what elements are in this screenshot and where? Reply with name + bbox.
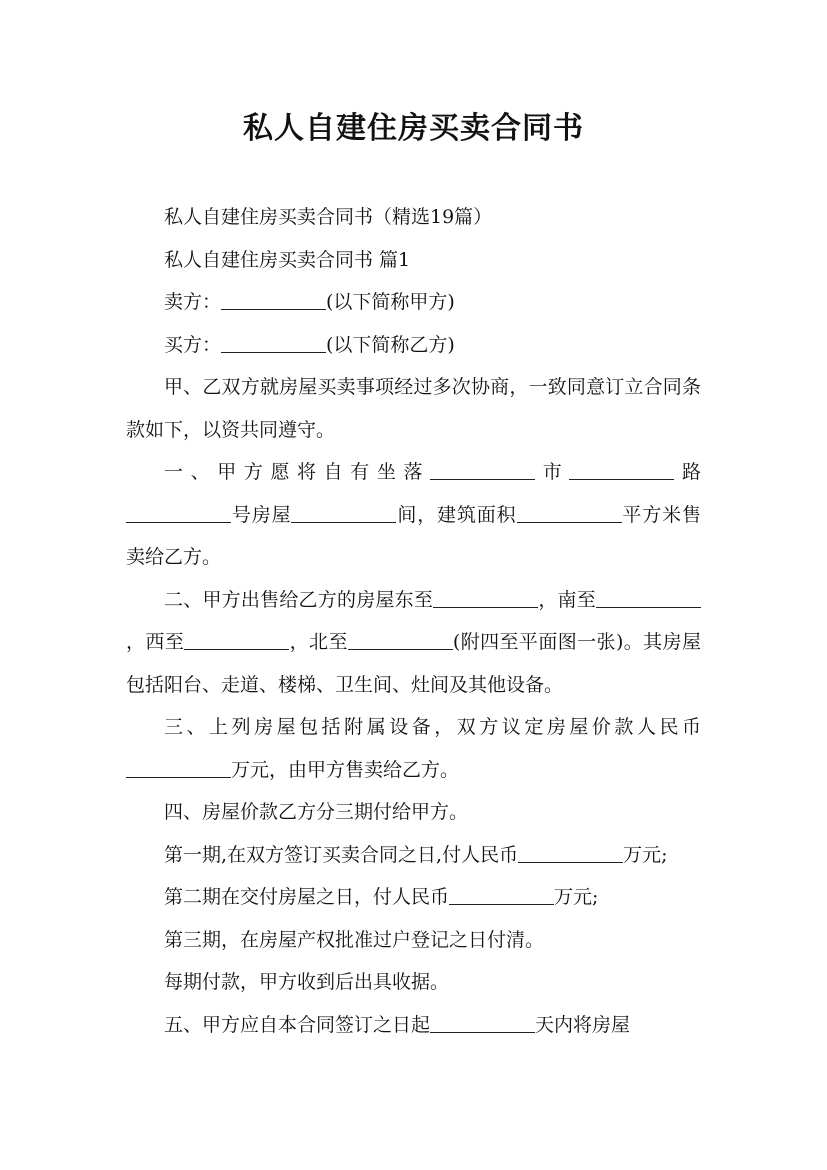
clause-text: (附四至平面图一张)。其房屋包括阳台、走道、楼梯、卫生间、灶间及其他设备。 bbox=[126, 631, 701, 696]
buyer-line bbox=[126, 324, 701, 367]
clause-text: 万元，由甲方售卖给乙方。 bbox=[231, 758, 460, 781]
blank-field bbox=[184, 630, 289, 650]
buyer-label: 买方： bbox=[164, 333, 222, 356]
clause-text: 三、上列房屋包括附属设备，双方议定房屋价款人民币 bbox=[164, 716, 701, 738]
clause-text: ，西至 bbox=[126, 631, 185, 653]
buyer-suffix: (以下简称乙方) bbox=[326, 333, 455, 356]
clause-5 bbox=[126, 1004, 701, 1047]
subtitle-line: 私人自建住房买卖合同书（精选19篇） bbox=[164, 206, 493, 228]
clause-text: 一、甲方愿将自有坐落 bbox=[164, 461, 431, 483]
blank-field bbox=[430, 460, 535, 480]
blank-field bbox=[430, 1013, 535, 1033]
clause-text: 天内将房屋 bbox=[535, 1013, 631, 1036]
blank-field bbox=[126, 758, 231, 778]
clause-text: 号房屋 bbox=[231, 503, 292, 526]
document-body bbox=[126, 196, 701, 1046]
blank-field bbox=[517, 503, 622, 523]
intro-paragraph: 甲、乙双方就房屋买卖事项经过多次协商，一致同意订立合同条款如下，以资共同遵守。 bbox=[126, 376, 701, 441]
clause-3 bbox=[126, 706, 701, 791]
clause-text: 市 bbox=[535, 461, 570, 483]
clause-1 bbox=[126, 451, 701, 579]
clause-text: 第一期,在双方签订买卖合同之日,付人民币 bbox=[164, 843, 519, 866]
clause-text: 平方米售卖给乙方。 bbox=[126, 503, 701, 568]
blank-field bbox=[291, 503, 396, 523]
blank-field bbox=[221, 333, 326, 353]
blank-field bbox=[221, 290, 326, 310]
clause-text: 万元; bbox=[623, 843, 668, 866]
clause-text: 五、甲方应自本合同签订之日起 bbox=[164, 1013, 431, 1036]
clause-text: 路 bbox=[674, 461, 701, 483]
seller-line bbox=[126, 281, 701, 324]
blank-field bbox=[596, 588, 701, 608]
payment-3: 第三期，在房屋产权批准过户登记之日付清。 bbox=[164, 928, 545, 951]
clause-4: 四、房屋价款乙方分三期付给甲方。 bbox=[164, 801, 469, 823]
clause-text: 二、甲方出售给乙方的房屋东至 bbox=[164, 588, 434, 611]
clause-text: ，南至 bbox=[538, 588, 596, 611]
blank-field bbox=[449, 885, 554, 905]
clause-text: 万元; bbox=[554, 886, 599, 908]
seller-suffix: (以下简称甲方) bbox=[326, 291, 455, 313]
clause-text: 间，建筑面积 bbox=[396, 503, 517, 526]
clause-text: ，北至 bbox=[289, 631, 348, 653]
clause-text: 第二期在交付房屋之日，付人民币 bbox=[164, 886, 450, 908]
section-heading: 私人自建住房买卖合同书 篇1 bbox=[164, 248, 411, 271]
blank-field bbox=[126, 503, 231, 523]
blank-field bbox=[569, 460, 674, 480]
seller-label: 卖方： bbox=[164, 291, 222, 313]
payment-2 bbox=[126, 876, 701, 919]
clause-2 bbox=[126, 579, 701, 707]
receipt-line: 每期付款，甲方收到后出具收据。 bbox=[164, 971, 450, 993]
payment-1 bbox=[126, 834, 701, 877]
blank-field bbox=[433, 588, 538, 608]
blank-field bbox=[348, 630, 453, 650]
document-title: 私人自建住房买卖合同书 bbox=[243, 111, 584, 146]
blank-field bbox=[518, 843, 623, 863]
